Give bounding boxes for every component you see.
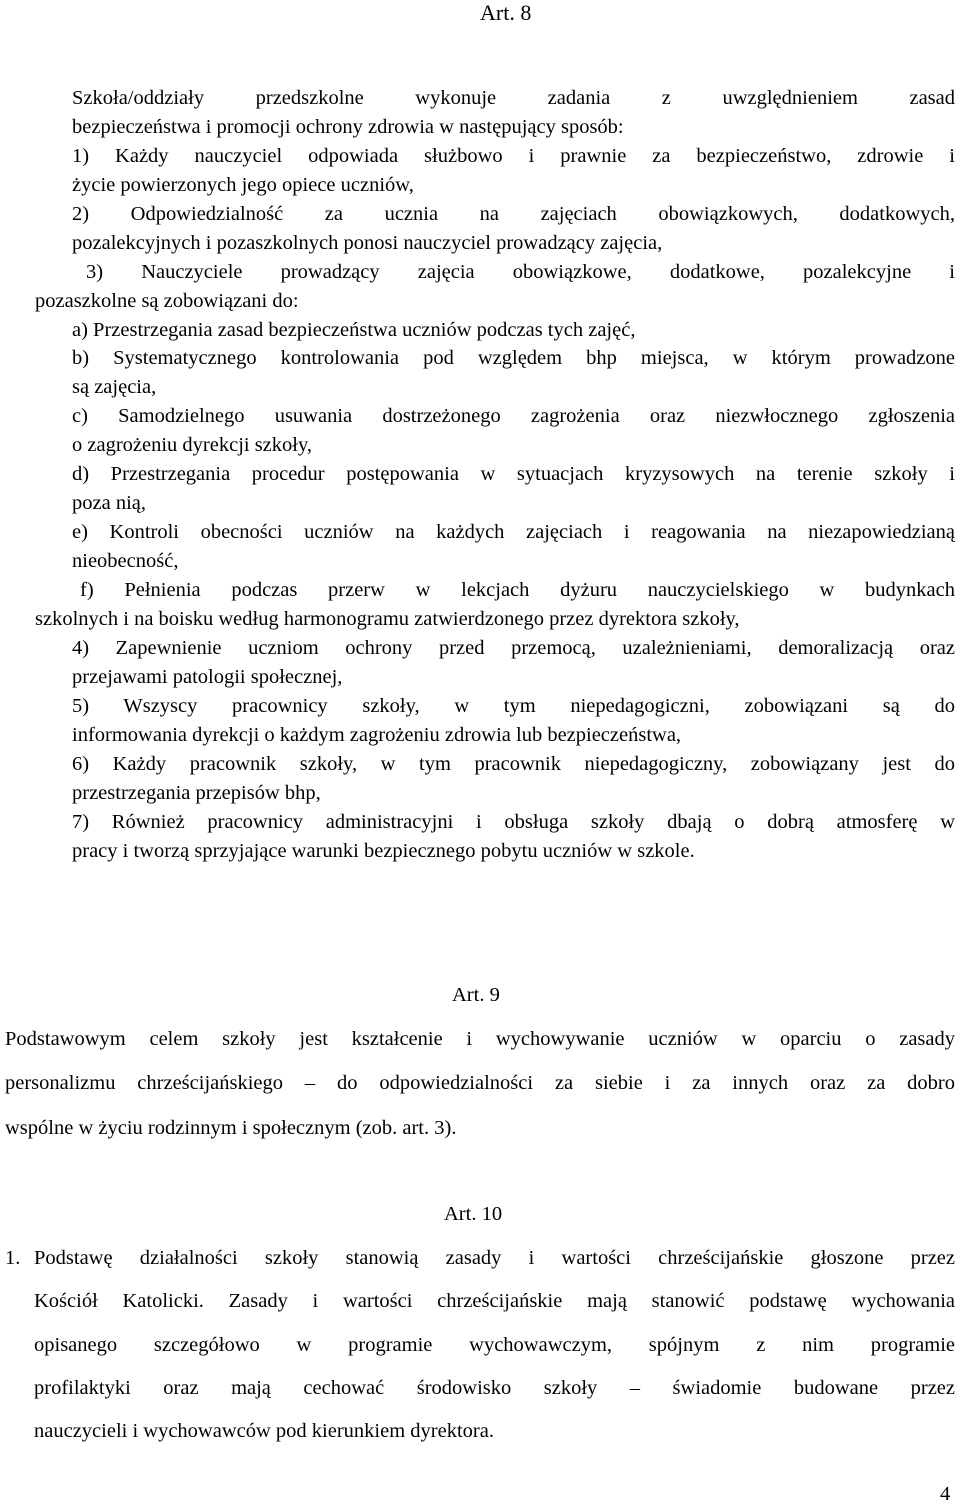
art8-line-2: bezpieczeństwa i promocji ochrony zdrowia w następujący sposób: xyxy=(72,116,624,138)
art8-line-20: 4) Zapewnienie uczniom ochrony przed przemocą, uzależnieniami, demoralizacją oraz xyxy=(72,637,955,659)
art10-line-5: nauczycieli i wychowawców pod kierunkiem dyrektora. xyxy=(34,1420,494,1442)
art9-line-1: Podstawowym celem szkoły jest kształcenie i wychowywanie uczniów w oparciu o zasady xyxy=(5,1028,955,1050)
art10-line-2: Kościół Katolicki. Zasady i wartości chrześcijańskie mają stanowić podstawę wychowania xyxy=(34,1290,955,1312)
art8-line-26: 7) Również pracownicy administracyjni i obsługa szkoły dbają o dobrą atmosferę w xyxy=(72,811,955,833)
art8-line-12: c) Samodzielnego usuwania dostrzeżonego zagrożenia oraz niezwłocznego zgłoszenia xyxy=(72,405,955,427)
page-number: 4 xyxy=(940,1483,951,1505)
art9-heading: Art. 9 xyxy=(452,984,500,1006)
art8-line-21: przejawami patologii społecznej, xyxy=(72,666,343,688)
art8-line-18: f) Pełnienia podczas przerw w lekcjach dyżuru nauczycielskiego w budynkach xyxy=(80,579,955,601)
art10-line-4: profilaktyki oraz mają cechować środowisko szkoły – świadomie budowane przez xyxy=(34,1377,955,1399)
art8-line-6: pozalekcyjnych i pozaszkolnych ponosi nauczyciel prowadzący zajęcia, xyxy=(72,232,663,254)
art9-line-2: personalizmu chrześcijańskiego – do odpowiedzialności za siebie i za innych oraz za dobro xyxy=(5,1072,955,1094)
art8-line-24: 6) Każdy pracownik szkoły, w tym pracownik niepedagogiczny, zobowiązany jest do xyxy=(72,753,955,775)
art10-line-1: Podstawę działalności szkoły stanowią zasady i wartości chrześcijańskie głoszone przez xyxy=(34,1247,955,1269)
art8-line-27: pracy i tworzą sprzyjające warunki bezpiecznego pobytu uczniów w szkole. xyxy=(72,840,695,862)
art8-line-25: przestrzegania przepisów bhp, xyxy=(72,782,321,804)
art8-line-17: nieobecność, xyxy=(72,550,179,572)
art8-line-14: d) Przestrzegania procedur postępowania w sytuacjach kryzysowych na terenie szkoły i xyxy=(72,463,955,485)
art8-line-11: są zajęcia, xyxy=(72,376,157,398)
art8-heading: Art. 8 xyxy=(480,0,532,25)
art8-line-15: poza nią, xyxy=(72,492,146,514)
art10-heading: Art. 10 xyxy=(444,1203,503,1225)
art8-line-16: e) Kontroli obecności uczniów na każdych zajęciach i reagowania na niezapowiedzianą xyxy=(72,521,955,543)
art8-line-4: życie powierzonych jego opiece uczniów, xyxy=(72,174,414,196)
art8-line-23: informowania dyrekcji o każdym zagrożeniu zdrowia lub bezpieczeństwa, xyxy=(72,724,682,746)
art8-line-8: pozaszkolne są zobowiązani do: xyxy=(35,290,299,312)
art8-line-19: szkolnych i na boisku według harmonogramu zatwierdzonego przez dyrektora szkoły, xyxy=(35,608,740,630)
art8-line-1: Szkoła/oddziały przedszkolne wykonuje zadania z uwzględnieniem zasad xyxy=(72,87,955,109)
art10-item-number: 1. xyxy=(5,1247,21,1269)
art8-line-7: 3) Nauczyciele prowadzący zajęcia obowiązkowe, dodatkowe, pozalekcyjne i xyxy=(86,261,955,283)
art8-line-13: o zagrożeniu dyrekcji szkoły, xyxy=(72,434,313,456)
art8-line-3: 1) Każdy nauczyciel odpowiada służbowo i prawnie za bezpieczeństwo, zdrowie i xyxy=(72,145,955,167)
art8-line-9: a) Przestrzegania zasad bezpieczeństwa uczniów podczas tych zajęć, xyxy=(72,319,636,341)
art8-line-22: 5) Wszyscy pracownicy szkoły, w tym niepedagogiczni, zobowiązani są do xyxy=(72,695,955,717)
art8-line-5: 2) Odpowiedzialność za ucznia na zajęciach obowiązkowych, dodatkowych, xyxy=(72,203,955,225)
art8-line-10: b) Systematycznego kontrolowania pod względem bhp miejsca, w którym prowadzone xyxy=(72,347,955,369)
art9-line-3: wspólne w życiu rodzinnym i społecznym (zob. art. 3). xyxy=(5,1117,457,1139)
art10-line-3: opisanego szczegółowo w programie wychowawczym, spójnym z nim programie xyxy=(34,1334,955,1356)
